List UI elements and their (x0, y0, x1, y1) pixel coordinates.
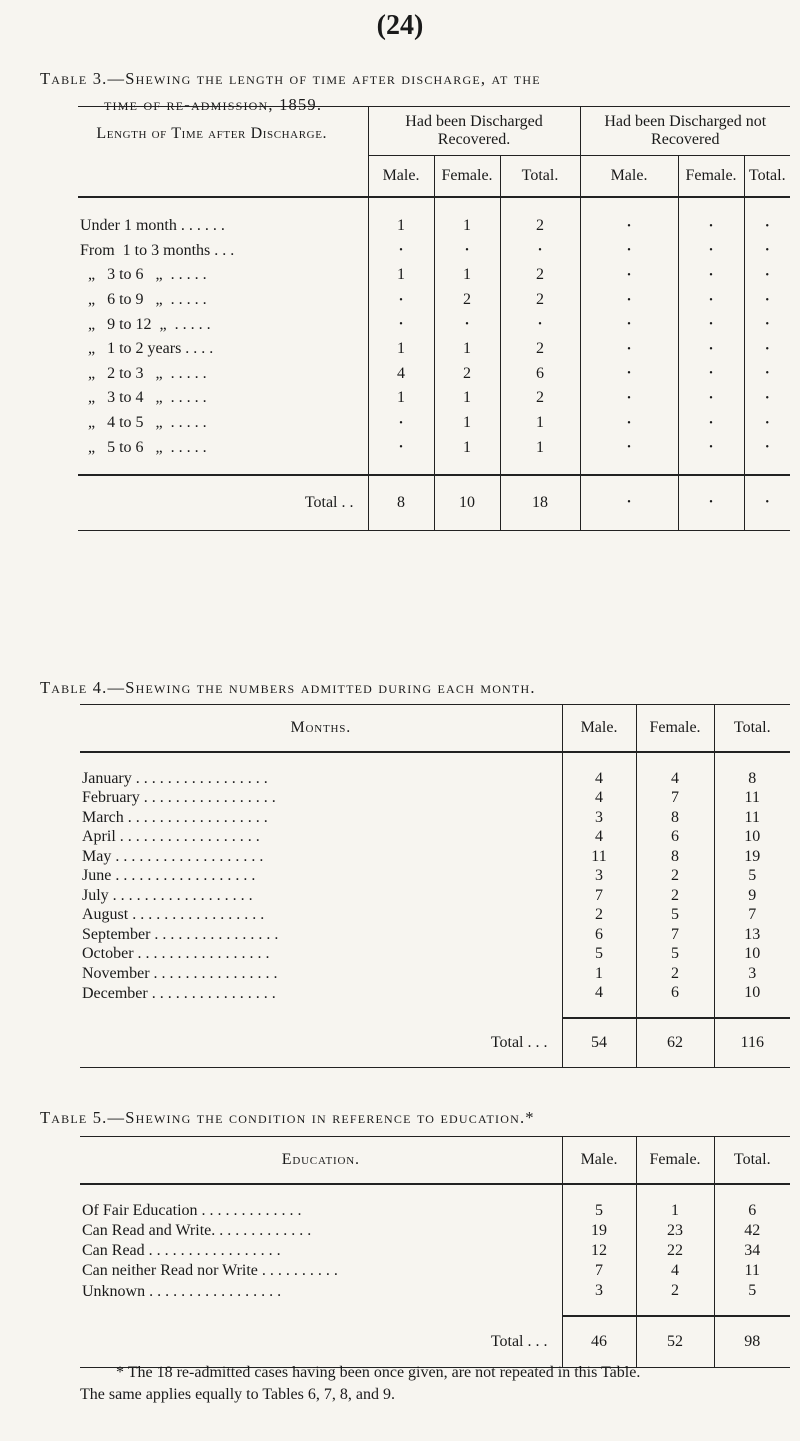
female-header: Female. (636, 705, 714, 753)
male-cell: 5 (562, 1184, 636, 1221)
total-cell: 8 (748, 769, 757, 787)
male-cell: 12 (562, 1241, 636, 1261)
total-cell: 6 (500, 362, 580, 387)
table-row (78, 312, 790, 337)
row-label: „ 1 to 2 years . . . . (78, 337, 368, 362)
male-cell: 3 (562, 808, 636, 828)
table-row (80, 925, 790, 945)
male-cell: 5 (562, 945, 636, 965)
female-cell: 7 (636, 925, 714, 945)
male-total: 8 (368, 475, 434, 531)
total-row (80, 1316, 790, 1368)
table-row (80, 808, 790, 828)
table4-caption-text: Shewing the numbers admitted during each month. (125, 678, 536, 697)
female-cell: 8 (636, 847, 714, 867)
education-label: Can Read . . . . . . . . . . . . . . . . . (80, 1241, 562, 1261)
table-row (78, 288, 790, 313)
table-row (80, 1184, 790, 1221)
row-label: „ 2 to 3 „ . . . . . (78, 362, 368, 387)
female-total: 10 (434, 475, 500, 531)
male-total: 54 (562, 1018, 636, 1068)
total-cell: 10 (714, 984, 790, 1019)
table-row (78, 197, 790, 239)
total-cell: 9 (748, 886, 757, 904)
total-cell-2: • (765, 294, 769, 306)
month-label: November . . . . . . . . . . . . . . . . (80, 964, 562, 984)
female-cell-2: • (678, 239, 744, 264)
month-label: October . . . . . . . . . . . . . . . . . (80, 945, 562, 965)
total-header-2: Total. (744, 156, 790, 198)
total-label: Total . . . (80, 1316, 562, 1368)
male-cell-2: • (580, 435, 678, 475)
discharged-recovered-header: Had been Discharged Recovered. (368, 107, 580, 156)
total-cell: 1 (500, 435, 580, 475)
table5-caption-prefix: Table 5.— (40, 1108, 126, 1127)
table-row (80, 886, 790, 906)
total-cell: 2 (500, 386, 580, 411)
total-cell-2: • (744, 435, 790, 475)
total-label: Total . . . (80, 1018, 562, 1068)
total-cell: 1 (500, 411, 580, 436)
row-label: „ 6 to 9 „ . . . . . (78, 288, 368, 313)
total-cell: 34 (744, 1242, 761, 1259)
male-cell-2: • (580, 362, 678, 387)
female-cell: 6 (636, 984, 714, 1019)
female-header-2: Female. (678, 156, 744, 198)
female-cell: 2 (636, 867, 714, 887)
total-header: Total. (714, 1137, 790, 1185)
female-header: Female. (434, 156, 500, 198)
total-cell-2: • (765, 417, 769, 429)
table5 (80, 1136, 790, 1368)
female-cell: • (434, 239, 500, 264)
female-cell-2: • (678, 411, 744, 436)
table-row (80, 1281, 790, 1316)
grand-total: 98 (744, 1333, 761, 1350)
total-header: Total. (500, 156, 580, 198)
male-total-2: • (580, 475, 678, 531)
total-cell: 5 (714, 1281, 790, 1316)
table-row (80, 752, 790, 789)
male-header: Male. (368, 156, 434, 198)
female-cell: 23 (636, 1221, 714, 1241)
table-row (78, 435, 790, 475)
education-label: Unknown . . . . . . . . . . . . . . . . . (80, 1281, 562, 1316)
discharged-not-recovered-header: Had been Discharged not Recovered (580, 107, 790, 156)
female-cell-2: • (678, 337, 744, 362)
month-label: June . . . . . . . . . . . . . . . . . . (80, 867, 562, 887)
grand-total-2: • (765, 497, 769, 509)
male-cell: 11 (562, 847, 636, 867)
total-header: Total. (714, 705, 790, 753)
month-label: July . . . . . . . . . . . . . . . . . . (80, 886, 562, 906)
total-label: Total . . (78, 475, 368, 531)
total-cell: 11 (744, 1262, 760, 1279)
male-cell-2: • (580, 337, 678, 362)
total-cell: 10 (744, 945, 761, 963)
female-cell: 6 (636, 828, 714, 848)
table-row (80, 789, 790, 809)
male-cell-2: • (580, 263, 678, 288)
table5-caption-text: Shewing the condition in reference to education.* (125, 1108, 535, 1127)
male-cell: 1 (368, 337, 434, 362)
month-label: September . . . . . . . . . . . . . . . . (80, 925, 562, 945)
male-cell: 6 (562, 925, 636, 945)
male-cell: 1 (368, 263, 434, 288)
row-label: „ 3 to 4 „ . . . . . (78, 386, 368, 411)
female-cell: 22 (636, 1241, 714, 1261)
table-row (80, 1221, 790, 1241)
education-label: Of Fair Education . . . . . . . . . . . . . (80, 1184, 562, 1221)
male-cell: 3 (562, 1281, 636, 1316)
male-cell-2: • (580, 288, 678, 313)
male-cell-2: • (580, 239, 678, 264)
female-cell: 4 (636, 1261, 714, 1281)
table-row (78, 386, 790, 411)
footnote (80, 1362, 790, 1406)
total-cell-2: • (765, 392, 769, 404)
male-cell-2: • (580, 411, 678, 436)
table-row (80, 964, 790, 984)
total-cell-2: • (765, 343, 769, 355)
total-cell: 42 (744, 1222, 761, 1239)
male-cell: 4 (562, 752, 636, 789)
male-cell: 4 (368, 362, 434, 387)
male-cell-2: • (580, 312, 678, 337)
total-cell: • (500, 312, 580, 337)
total-cell: 5 (748, 867, 757, 885)
male-cell: 1 (562, 964, 636, 984)
male-cell: 7 (562, 886, 636, 906)
length-of-time-header: Length of Time after Discharge. (78, 107, 368, 198)
table-row (80, 847, 790, 867)
row-label: „ 9 to 12 „ . . . . . (78, 312, 368, 337)
month-label: December . . . . . . . . . . . . . . . . (80, 984, 562, 1019)
month-label: May . . . . . . . . . . . . . . . . . . . (80, 847, 562, 867)
female-total: 52 (636, 1316, 714, 1368)
female-cell-2: • (678, 288, 744, 313)
male-cell: 4 (562, 984, 636, 1019)
male-cell: • (368, 288, 434, 313)
female-cell-2: • (678, 263, 744, 288)
footnote-line-2: The same applies equally to Tables 6, 7, 8, and 9. (80, 1386, 395, 1403)
female-cell-2: • (678, 435, 744, 475)
education-header: Education. (80, 1137, 562, 1185)
female-cell: 2 (636, 886, 714, 906)
female-cell: 1 (434, 197, 500, 239)
table-row (78, 337, 790, 362)
male-cell: • (368, 239, 434, 264)
months-header: Months. (80, 705, 562, 753)
male-cell: • (368, 312, 434, 337)
female-cell-2: • (678, 386, 744, 411)
male-header: Male. (562, 1137, 636, 1185)
female-cell: 2 (636, 1281, 714, 1316)
male-cell: 7 (562, 1261, 636, 1281)
month-label: April . . . . . . . . . . . . . . . . . . (80, 828, 562, 848)
female-cell: • (434, 312, 500, 337)
month-label: March . . . . . . . . . . . . . . . . . . (80, 808, 562, 828)
total-cell: 2 (500, 288, 580, 313)
female-cell: 2 (434, 362, 500, 387)
table4 (80, 704, 790, 1068)
row-label: „ 5 to 6 „ . . . . . (78, 435, 368, 475)
female-cell-2: • (678, 312, 744, 337)
table3 (78, 106, 790, 531)
male-cell: 4 (562, 828, 636, 848)
female-header: Female. (636, 1137, 714, 1185)
row-label: „ 3 to 6 „ . . . . . (78, 263, 368, 288)
table-row (80, 867, 790, 887)
female-cell: 2 (434, 288, 500, 313)
male-cell: 1 (368, 386, 434, 411)
total-cell-2: • (765, 368, 769, 380)
table-row (78, 263, 790, 288)
table-row (80, 984, 790, 1019)
total-cell: 6 (748, 1202, 757, 1219)
total-cell-2: • (765, 220, 769, 232)
table-row (80, 1261, 790, 1281)
female-cell: 5 (636, 906, 714, 926)
female-cell: 1 (434, 263, 500, 288)
male-cell-2: • (580, 197, 678, 239)
total-cell: 2 (500, 263, 580, 288)
grand-total: 18 (500, 475, 580, 531)
female-total: 62 (636, 1018, 714, 1068)
total-cell-2: • (765, 269, 769, 281)
male-cell: • (368, 411, 434, 436)
female-cell: 1 (434, 386, 500, 411)
table4-caption-prefix: Table 4.— (40, 678, 126, 697)
total-cell: 2 (500, 337, 580, 362)
male-header-2: Male. (580, 156, 678, 198)
female-cell-2: • (678, 362, 744, 387)
female-cell: 5 (636, 945, 714, 965)
table-row (80, 1241, 790, 1261)
male-cell-2: • (580, 386, 678, 411)
table3-caption-line2: time of re-admission, 1859. (104, 95, 323, 114)
month-label: February . . . . . . . . . . . . . . . . . (80, 789, 562, 809)
education-label: Can neither Read nor Write . . . . . . . . . . (80, 1261, 562, 1281)
page-number: (24) (376, 10, 424, 41)
table3-caption-prefix: Table 3.— (40, 69, 126, 88)
female-cell: 4 (636, 752, 714, 789)
total-cell: 2 (500, 197, 580, 239)
table-row (78, 239, 790, 264)
total-cell: 11 (744, 789, 760, 807)
table5-caption (40, 1108, 780, 1128)
total-cell: 11 (744, 808, 760, 826)
education-label: Can Read and Write. . . . . . . . . . . . . (80, 1221, 562, 1241)
female-cell: 1 (434, 337, 500, 362)
female-cell-2: • (678, 197, 744, 239)
female-cell: 1 (434, 435, 500, 475)
total-cell: 10 (744, 828, 761, 846)
table-row (78, 411, 790, 436)
table-row (80, 945, 790, 965)
male-cell: • (368, 435, 434, 475)
table4-caption (40, 678, 780, 698)
row-label: From 1 to 3 months . . . (78, 239, 368, 264)
female-cell: 8 (636, 808, 714, 828)
male-total: 46 (562, 1316, 636, 1368)
total-cell: 13 (744, 925, 761, 943)
table-row (78, 362, 790, 387)
month-label: August . . . . . . . . . . . . . . . . . (80, 906, 562, 926)
female-cell: 2 (636, 964, 714, 984)
total-row (78, 475, 790, 531)
male-cell: 1 (368, 197, 434, 239)
table-row (80, 906, 790, 926)
female-total-2: • (678, 475, 744, 531)
male-cell: 3 (562, 867, 636, 887)
table3-caption-line1: Shewing the length of time after discharge, at the (125, 69, 541, 88)
footnote-line-1: * The 18 re-admitted cases having been once given, are not repeated in this Table. (116, 1364, 641, 1381)
total-cell-2: • (765, 319, 769, 331)
female-cell: 1 (636, 1184, 714, 1221)
total-row (80, 1018, 790, 1068)
row-label: „ 4 to 5 „ . . . . . (78, 411, 368, 436)
total-cell: 3 (748, 964, 757, 982)
grand-total: 116 (740, 1034, 764, 1051)
male-cell: 4 (562, 789, 636, 809)
table-row (80, 828, 790, 848)
total-cell: 7 (748, 906, 757, 924)
male-cell: 19 (562, 1221, 636, 1241)
total-cell: • (500, 239, 580, 264)
female-cell: 1 (434, 411, 500, 436)
total-cell-2: • (765, 245, 769, 257)
row-label: Under 1 month . . . . . . (78, 197, 368, 239)
female-cell: 7 (636, 789, 714, 809)
male-header: Male. (562, 705, 636, 753)
month-label: January . . . . . . . . . . . . . . . . . (80, 752, 562, 789)
male-cell: 2 (562, 906, 636, 926)
total-cell: 19 (744, 847, 761, 865)
